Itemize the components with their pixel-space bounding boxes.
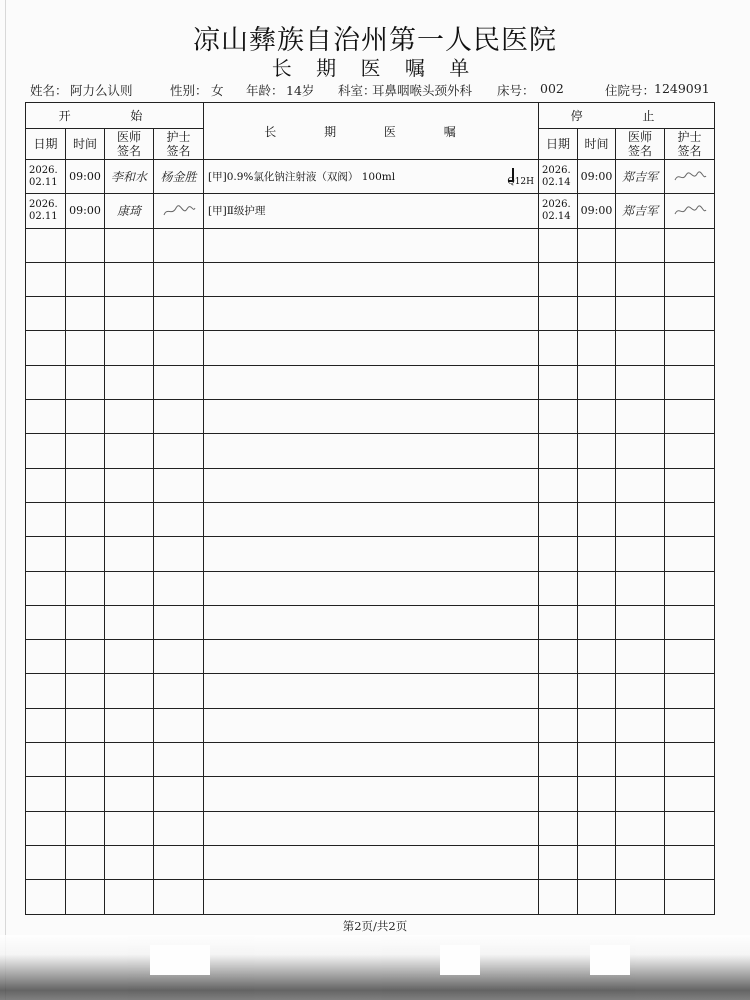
table-row: [26, 228, 715, 262]
table-row: [26, 297, 715, 331]
scan-margin-line: [5, 0, 6, 1000]
age-label: 年龄：: [246, 83, 284, 98]
stop-time-cell: 09:00: [578, 194, 616, 228]
table-row: [26, 365, 715, 399]
long-term-orders-table: [25, 102, 715, 915]
table-row: [26, 708, 715, 742]
table-row: [26, 537, 715, 571]
stop-doctor-signature: 郑吉军: [616, 194, 665, 228]
table-header-group-row: [26, 103, 715, 129]
start-nurse-signature: [154, 194, 204, 228]
table-row: [26, 605, 715, 639]
doctor-header-line2: 签名: [116, 144, 141, 159]
sex-label: 性别：: [170, 83, 208, 98]
order-cell: [204, 194, 539, 228]
stop-doctor-header: [616, 129, 665, 160]
table-row: [26, 640, 715, 674]
admission-number: 1249091: [654, 81, 710, 96]
order-frequency: Q12H: [507, 177, 535, 187]
signature-scribble: [162, 204, 196, 218]
stop-date-cell: [539, 194, 578, 228]
date-monthday: 02.14: [542, 176, 571, 188]
date-year: 2026.: [542, 164, 571, 176]
stop-date-header: 日期: [539, 129, 578, 160]
scan-artifact-gap: [150, 945, 210, 975]
table-row: [26, 194, 715, 228]
stop-date-cell: [539, 160, 578, 194]
table-row: [26, 434, 715, 468]
table-row: [26, 160, 715, 194]
page-number: 第2页/共2页: [342, 919, 408, 933]
patient-sex: 女: [211, 83, 224, 98]
patient-age: 14岁: [286, 83, 315, 98]
dept-label: 科室：: [338, 83, 376, 98]
table-row: [26, 331, 715, 365]
stop-nurse-signature: [665, 160, 715, 194]
stop-time-cell: 09:00: [578, 160, 616, 194]
start-time-header: 时间: [66, 129, 105, 160]
date-year: 2026.: [29, 164, 58, 176]
patient-name: 阿力么认则: [70, 83, 133, 98]
patient-info-row: [0, 81, 750, 99]
scan-artifact-band: [0, 935, 750, 1000]
start-nurse-header: [154, 129, 204, 160]
signature-scribble: [673, 170, 707, 184]
name-label: 姓名：: [30, 83, 68, 98]
start-time-cell: 09:00: [66, 194, 105, 228]
nurse-header-line1: 护士: [677, 130, 702, 145]
hospital-name: 凉山彝族自治州第一人民医院: [193, 25, 557, 56]
stop-group-header: 停 止: [539, 103, 715, 129]
table-row: [26, 571, 715, 605]
date-monthday: 02.14: [542, 210, 571, 222]
doctor-header-line2: 签名: [628, 144, 653, 159]
start-doctor-header: [105, 129, 154, 160]
date-monthday: 02.11: [29, 176, 58, 188]
date-monthday: 02.11: [29, 210, 58, 222]
start-group-header: 开 始: [26, 103, 204, 129]
start-doctor-signature: 李和水: [105, 160, 154, 194]
order-text: [甲]Ⅱ级护理: [208, 205, 266, 218]
order-text: [甲]0.9%氯化钠注射液（双阀） 100ml: [208, 171, 396, 184]
table-row: [26, 811, 715, 845]
order-cell: [204, 160, 539, 194]
table-row: [26, 468, 715, 502]
bed-label: 床号：: [497, 83, 535, 98]
table-row: [26, 743, 715, 777]
document-title: 长 期 医 嘱 单: [271, 56, 479, 80]
nurse-header-line1: 护士: [166, 130, 191, 145]
stop-time-header: 时间: [578, 129, 616, 160]
stop-nurse-header: [665, 129, 715, 160]
table-row: [26, 674, 715, 708]
date-year: 2026.: [29, 198, 58, 210]
table-row: [26, 502, 715, 536]
stop-doctor-signature: 郑吉军: [616, 160, 665, 194]
order-header-text: 长 期 医 嘱: [264, 125, 478, 139]
doctor-header-line1: 医师: [628, 130, 653, 145]
signature-scribble: [673, 204, 707, 218]
patient-dept: 耳鼻咽喉头颈外科: [372, 83, 473, 98]
table-row: [26, 400, 715, 434]
order-column-header: [204, 103, 539, 160]
stop-nurse-signature: [665, 194, 715, 228]
date-year: 2026.: [542, 198, 571, 210]
start-date-header: 日期: [26, 129, 66, 160]
nurse-header-line2: 签名: [166, 144, 191, 159]
start-time-cell: 09:00: [66, 160, 105, 194]
doctor-header-line1: 医师: [116, 130, 141, 145]
scan-artifact-gap: [440, 945, 480, 975]
admission-label: 住院号：: [605, 83, 656, 98]
table-row: [26, 777, 715, 811]
start-date-cell: [26, 160, 66, 194]
nurse-header-line2: 签名: [677, 144, 702, 159]
table-row: [26, 880, 715, 914]
patient-bed: 002: [540, 81, 564, 96]
table-row: [26, 845, 715, 879]
start-date-cell: [26, 194, 66, 228]
table-row: [26, 262, 715, 296]
start-nurse-signature: 杨金胜: [154, 160, 204, 194]
scan-artifact-gap: [590, 945, 630, 975]
start-doctor-signature: 康琦: [105, 194, 154, 228]
